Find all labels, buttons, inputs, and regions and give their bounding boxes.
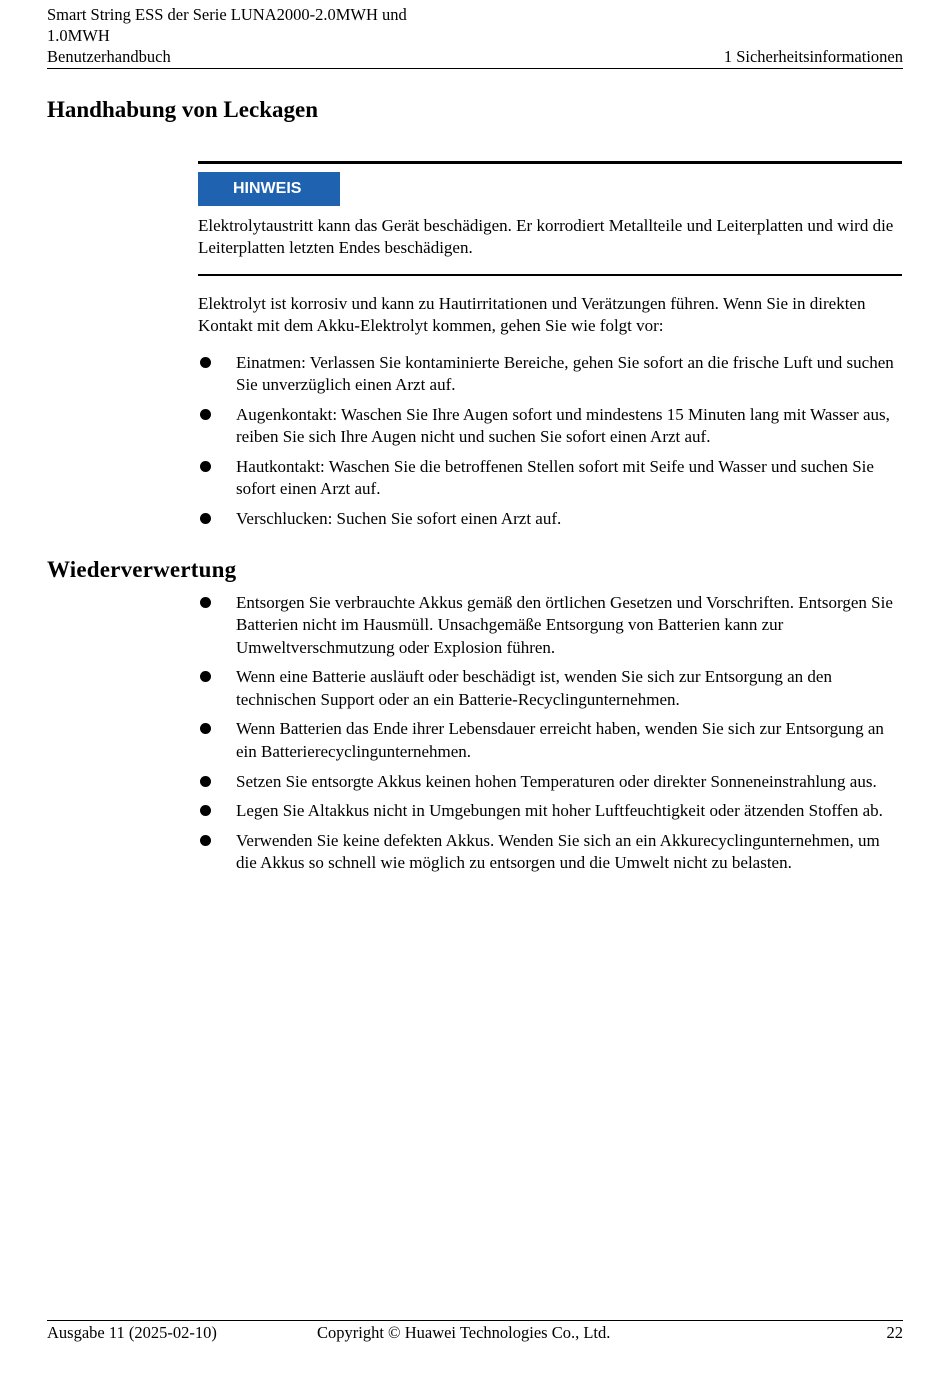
bullet-icon xyxy=(200,671,211,682)
list-item-text: Verschlucken: Suchen Sie sofort einen Arzt auf. xyxy=(236,509,562,529)
edition-label: Ausgabe 11 (2025-02-10) xyxy=(47,1323,217,1342)
document-title-line-3: Benutzerhandbuch xyxy=(47,47,171,66)
list-item xyxy=(198,800,902,822)
section-heading-leckagen: Handhabung von Leckagen xyxy=(47,97,318,122)
list-item-text: Augenkontakt: Waschen Sie Ihre Augen sofort und mindestens 15 Minuten lang mit Wasser aus, reiben Sie sich Ihre Augen nicht und suchen Sie sofort einen Arzt auf. xyxy=(236,405,890,447)
list-item-text: Verwenden Sie keine defekten Akkus. Wenden Sie sich an ein Akkurecyclingunternehmen, um die Akkus so schnell wie möglich zu entsorgen und die Umwelt nicht zu belasten. xyxy=(236,831,880,873)
bullet-icon xyxy=(200,461,211,472)
chapter-title: 1 Sicherheitsinformationen xyxy=(723,47,903,66)
bullet-icon xyxy=(200,409,211,420)
list-item-text: Einatmen: Verlassen Sie kontaminierte Bereiche, gehen Sie sofort an die frische Luft und suchen Sie unverzüglich einen Arzt auf. xyxy=(236,353,894,395)
list-item-text: Legen Sie Altakkus nicht in Umgebungen mit hoher Luftfeuchtigkeit oder ätzenden Stoffen ab. xyxy=(236,801,883,821)
list-item-text: Setzen Sie entsorgte Akkus keinen hohen Temperaturen oder direkter Sonneneinstrahlung aus. xyxy=(236,771,877,791)
list-item xyxy=(198,718,902,763)
copyright-label: Copyright © Huawei Technologies Co., Ltd. xyxy=(317,1323,611,1342)
notice-bottom-rule xyxy=(198,274,902,276)
bullet-icon xyxy=(200,776,211,787)
document-title xyxy=(47,4,407,67)
bullet-icon xyxy=(200,723,211,734)
bullet-icon xyxy=(200,513,211,524)
list-item-text: Hautkontakt: Waschen Sie die betroffenen Stellen sofort mit Seife und Wasser und suchen Sie sofort einen Arzt auf. xyxy=(236,457,874,499)
list-item xyxy=(198,771,902,793)
document-title-line-2: 1.0MWH xyxy=(47,26,110,45)
list-item xyxy=(198,404,902,449)
section-heading-wiederverwertung: Wiederverwertung xyxy=(47,557,237,582)
list-item xyxy=(198,508,902,530)
list-item xyxy=(198,666,902,711)
notice-badge: HINWEIS xyxy=(198,172,340,206)
bullet-icon xyxy=(200,597,211,608)
bullet-icon xyxy=(200,357,211,368)
bullet-icon xyxy=(200,835,211,846)
list-item-text: Entsorgen Sie verbrauchte Akkus gemäß den örtlichen Gesetzen und Vorschriften. Entsorgen Sie Batterien nicht im Hausmüll. Unsachgemäße Entsorgung von Batterien kann zur Umweltverschmutzung oder Explosion führen. xyxy=(236,593,893,657)
page-number: 22 xyxy=(886,1323,903,1342)
list-item xyxy=(198,456,902,501)
page-header xyxy=(47,4,903,69)
notice-box xyxy=(198,161,902,276)
list-item xyxy=(198,592,902,659)
list-item xyxy=(198,352,902,397)
first-aid-list xyxy=(198,352,902,538)
notice-top-rule xyxy=(198,161,902,164)
recycling-list xyxy=(198,592,902,882)
list-item xyxy=(198,830,902,875)
document-title-line-1: Smart String ESS der Serie LUNA2000-2.0MWH und xyxy=(47,5,407,24)
notice-text: Elektrolytaustritt kann das Gerät beschädigen. Er korrodiert Metallteile und Leiterplatten und wird die Leiterplatten letzten Endes beschädigen. xyxy=(198,216,894,257)
page-footer xyxy=(47,1320,903,1345)
intro-paragraph: Elektrolyt ist korrosiv und kann zu Hautirritationen und Verätzungen führen. Wenn Sie in direkten Kontakt mit dem Akku-Elektrolyt kommen, gehen Sie wie folgt vor: xyxy=(198,294,866,335)
list-item-text: Wenn Batterien das Ende ihrer Lebensdauer erreicht haben, wenden Sie sich zur Entsorgung an ein Batterierecyclingunternehmen. xyxy=(236,719,884,761)
bullet-icon xyxy=(200,805,211,816)
list-item-text: Wenn eine Batterie ausläuft oder beschädigt ist, wenden Sie sich zur Entsorgung an den technischen Support oder an ein Batterie-Recyclingunternehmen. xyxy=(236,667,832,709)
